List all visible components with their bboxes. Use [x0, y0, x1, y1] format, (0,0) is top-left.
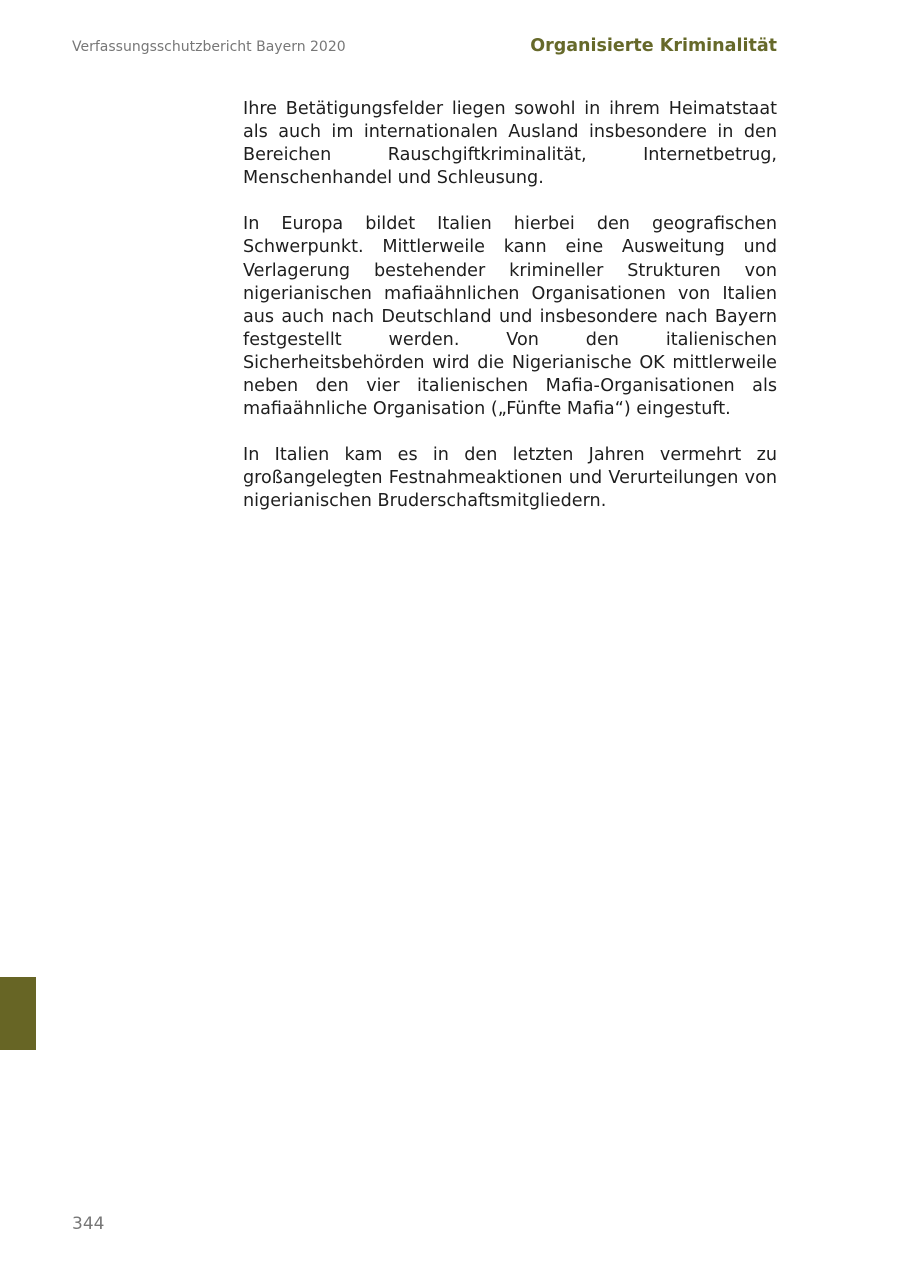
paragraph-1: Ihre Betätigungsfelder liegen sowohl in ihrem Heimatstaat als auch im internationalen Ausland insbesondere in den Bereichen Rauschgiftkriminalität, Internetbetrug, Menschenhandel und Schleusung. [243, 99, 777, 189]
paragraph-2: In Europa bildet Italien hierbei den geografischen Schwerpunkt. Mittlerweile kann eine Ausweitung und Verlagerung bestehender krimineller Strukturen von nigerianischen mafiaähnlichen Organisationen von Italien aus auch nach Deutschland und insbesondere nach Bayern festgestellt werden. Von den italienischen Sicherheitsbehörden wird die Nigerianische OK mittlerweile neben den vier italienischen Mafia-Organisationen als mafiaähnliche Organisation („Fünfte Mafia“) eingestuft. [243, 214, 777, 420]
paragraph-3: In Italien kam es in den letzten Jahren vermehrt zu großangelegten Festnahmeaktionen und Verurteilungen von nigerianischen Bruderschaftsmitgliedern. [243, 445, 777, 512]
main-text [243, 98, 777, 537]
page-number: 344 [72, 1214, 105, 1234]
running-header-section-title: Organisierte Kriminalität [530, 36, 777, 56]
running-header-publication: Verfassungsschutzbericht Bayern 2020 [72, 39, 346, 55]
chapter-side-tab [0, 977, 36, 1050]
